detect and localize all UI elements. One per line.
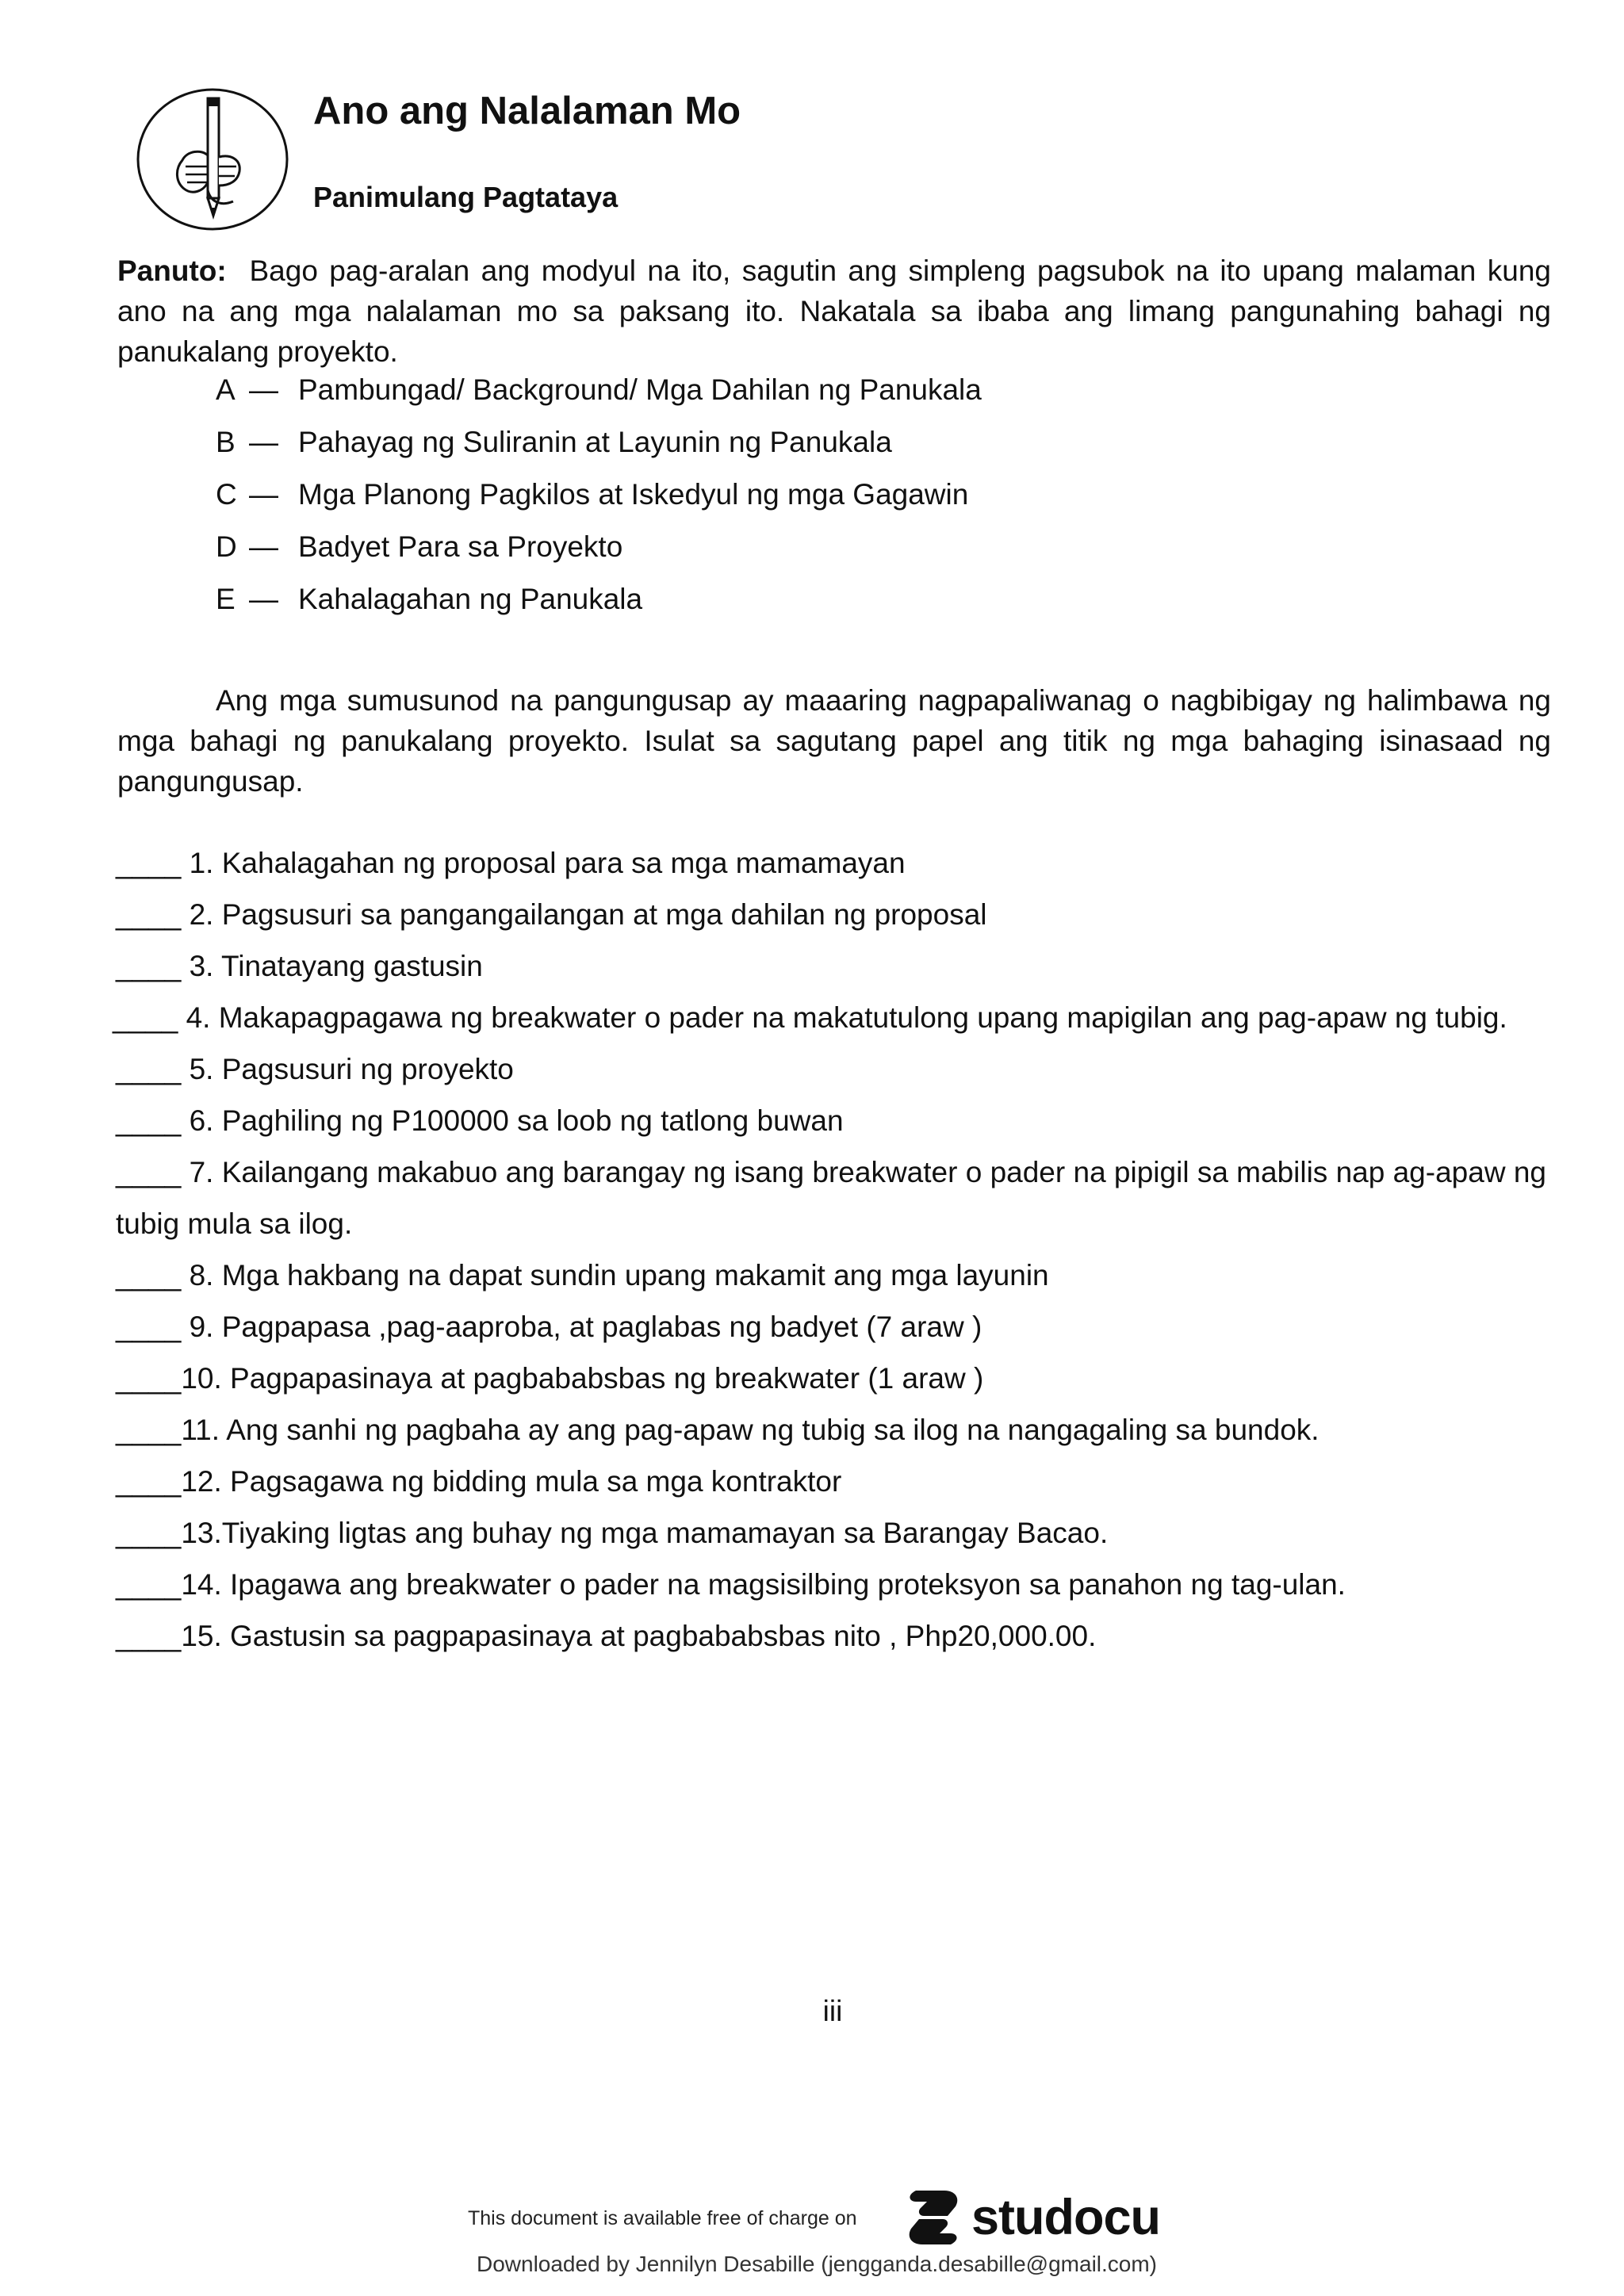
answer-blank: ____ (116, 847, 182, 879)
list-item: ____ 5. Pagsusuri ng proyekto (116, 1043, 1559, 1095)
list-item: D — Badyet Para sa Proyekto (216, 530, 623, 563)
studocu-brand-link[interactable] (900, 2182, 1160, 2253)
list-item: ____14. Ipagawa ang breakwater o pader na magsisilbing proteksyon sa panahon ng tag-ulan. (116, 1559, 1559, 1610)
list-item: ____ 4. Makapagpagawa ng breakwater o pader na makatutulong upang mapigilan ang pag-apaw ng tubig. (113, 992, 1559, 1043)
answer-blank: ____ (116, 1414, 182, 1446)
question-list (113, 837, 1559, 1662)
hand-holding-pencil-icon (135, 87, 290, 232)
list-item: ____ 3. Tinatayang gastusin (116, 940, 1559, 992)
instructions-text: Bago pag-aralan ang modyul na ito, sagutin ang simpleng pagsubok na ito upang malaman kung ano na ang mga nalalaman mo sa paksang ito. Nakatala sa ibaba ang limang pangunahing bahagi ng panukalang proyekto. (117, 254, 1551, 368)
list-item: ____11. Ang sanhi ng pagbaha ay ang pag-apaw ng tubig sa ilog na nangagaling sa bundok. (116, 1404, 1559, 1456)
list-item: ____ 7. Kailangang makabuo ang barangay ng isang breakwater o pader na pipigil sa mabilis nap ag-apaw ng tubig mula sa ilog. (116, 1146, 1559, 1249)
answer-blank: ____ (116, 1620, 182, 1652)
studocu-logo-icon (900, 2184, 967, 2251)
download-note: Downloaded by Jennilyn Desabille (jengganda.desabille@gmail.com) (476, 2252, 1158, 2276)
list-item: E — Kahalagahan ng Panukala (216, 583, 643, 615)
list-item: ____ 8. Mga hakbang na dapat sundin upang makamit ang mga layunin (116, 1249, 1559, 1301)
list-item: B — Pahayag ng Suliranin at Layunin ng Panukala (216, 426, 892, 458)
answer-blank: ____ (116, 1568, 182, 1601)
instructions (117, 251, 1551, 372)
answer-blank: ____ (116, 1053, 182, 1085)
directions-paragraph: Ang mga sumusunod na pangungusap ay maaaring nagpapaliwanag o nagbibigay ng halimbawa ng mga bahagi ng panukalang proyekto. Isulat sa sagutang papel ang titik ng mga bahaging isinasaad ng pangungusap. (117, 684, 1551, 798)
list-item: C — Mga Planong Pagkilos at Iskedyul ng mga Gagawin (216, 478, 969, 511)
page-number: iii (822, 1995, 843, 2027)
list-item: ____ 1. Kahalagahan ng proposal para sa mga mamamayan (116, 837, 1559, 889)
page-title: Ano ang Nalalaman Mo (313, 90, 741, 132)
list-item: ____12. Pagsagawa ng bidding mula sa mga kontraktor (116, 1456, 1559, 1507)
answer-blank: ____ (113, 1001, 178, 1034)
answer-blank: ____ (116, 898, 182, 931)
list-item: ____15. Gastusin sa pagpapasinaya at pagbababsbas nito , Php20,000.00. (116, 1610, 1559, 1662)
answer-blank: ____ (116, 1362, 182, 1395)
list-item: ____ 6. Paghiling ng P100000 sa loob ng tatlong buwan (116, 1095, 1559, 1146)
answer-blank: ____ (116, 1517, 182, 1549)
list-item: ____ 2. Pagsusuri sa pangangailangan at mga dahilan ng proposal (116, 889, 1559, 940)
instructions-label: Panuto: (117, 254, 227, 287)
availability-note: This document is available free of charge on (468, 2207, 857, 2229)
list-item: ____10. Pagpapasinaya at pagbababsbas ng breakwater (1 araw ) (116, 1353, 1559, 1404)
list-item: ____13.Tiyaking ligtas ang buhay ng mga mamamayan sa Barangay Bacao. (116, 1507, 1559, 1559)
list-item: ____ 9. Pagpapasa ,pag-aaproba, at paglabas ng badyet (7 araw ) (116, 1301, 1559, 1353)
answer-blank: ____ (116, 1311, 182, 1343)
answer-blank: ____ (116, 1259, 182, 1292)
list-item: A — Pambungad/ Background/ Mga Dahilan ng Panukala (216, 373, 982, 406)
brand-name: studocu (971, 2190, 1160, 2245)
project-parts-list (216, 369, 982, 631)
answer-blank: ____ (116, 1104, 182, 1137)
answer-blank: ____ (116, 1465, 182, 1498)
answer-blank: ____ (116, 1156, 182, 1188)
answer-blank: ____ (116, 950, 182, 982)
page-subtitle: Panimulang Pagtataya (313, 181, 619, 213)
